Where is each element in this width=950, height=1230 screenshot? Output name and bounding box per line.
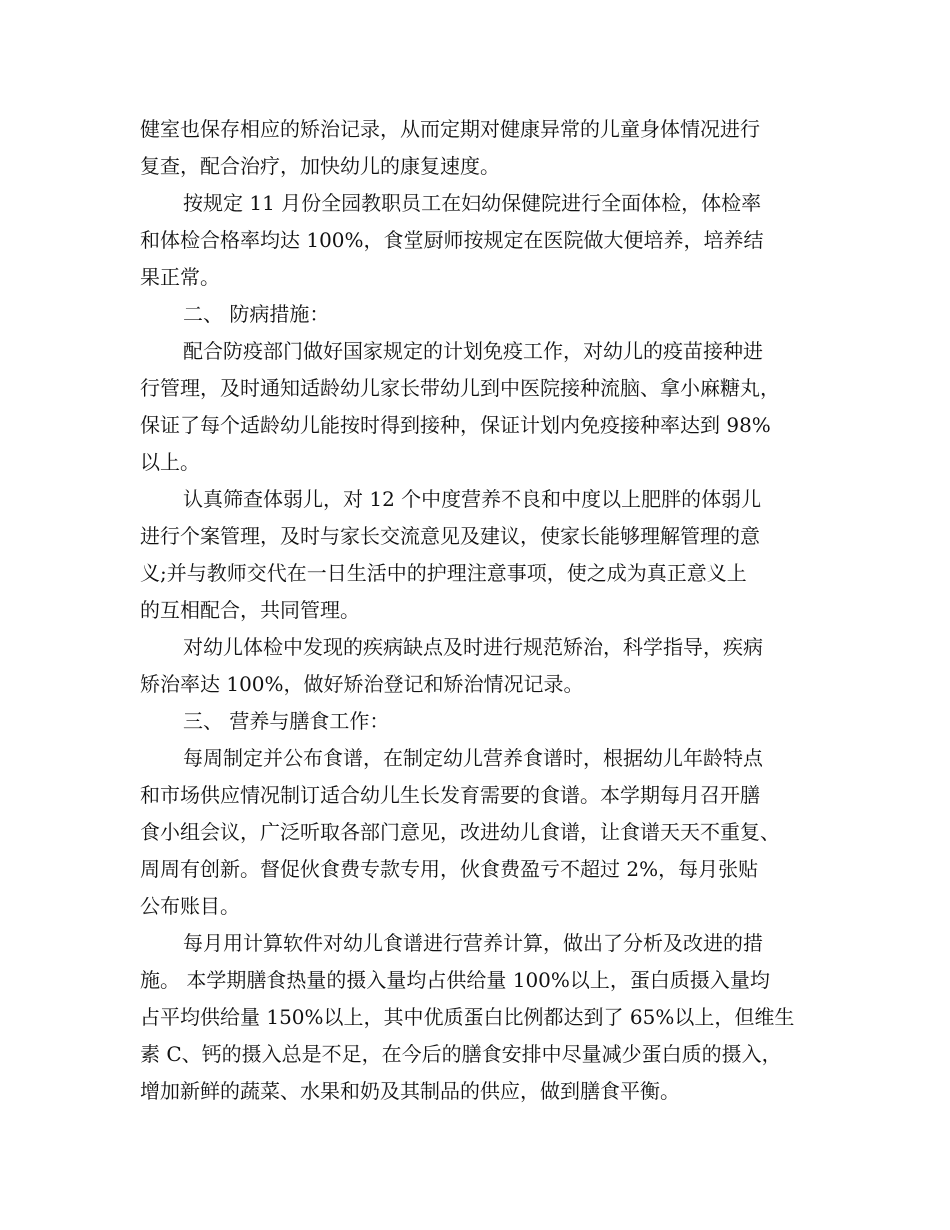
- text-line: 健室也保存相应的矫治记录，从而定期对健康异常的儿童身体情况进行: [140, 117, 760, 141]
- heading-text: 二、 防病措施：: [183, 302, 330, 326]
- section-heading-disease-prevention: [140, 296, 820, 333]
- text-line: 果正常。: [140, 265, 220, 289]
- document-body: [140, 111, 820, 1110]
- text-line: 按规定 11 月份全园教职员工在妇幼保健院进行全面体检，体检率: [183, 191, 762, 215]
- paragraph-correction: [140, 629, 820, 703]
- paragraph-continuation: [140, 111, 820, 185]
- text-line: 占平均供给量 150%以上，其中优质蛋白比例都达到了 65%以上，但维生: [140, 1005, 795, 1029]
- text-line: 食小组会议，广泛听取各部门意见，改进幼儿食谱，让食谱天天不重复、: [140, 820, 780, 844]
- paragraph-nutrition-calculation: [140, 925, 820, 1110]
- text-line: 每月用计算软件对幼儿食谱进行营养计算，做出了分析及改进的措: [183, 931, 763, 955]
- text-line: 配合防疫部门做好国家规定的计划免疫工作，对幼儿的疫苗接种进: [183, 339, 763, 363]
- paragraph-annual-checkup: [140, 185, 820, 296]
- text-line: 行管理，及时通知适龄幼儿家长带幼儿到中医院接种流脑、拿小麻糖丸，: [140, 376, 780, 400]
- text-line: 和体检合格率均达 100%，食堂厨师按规定在医院做大便培养，培养结: [140, 228, 764, 252]
- text-line: 以上。: [140, 450, 200, 474]
- text-line: 公布账目。: [140, 894, 240, 918]
- heading-text: 三、 营养与膳食工作：: [183, 709, 390, 733]
- text-line: 对幼儿体检中发现的疾病缺点及时进行规范矫治，科学指导，疾病: [183, 635, 763, 659]
- text-line: 认真筛查体弱儿，对 12 个中度营养不良和中度以上肥胖的体弱儿: [183, 487, 762, 511]
- text-line: 周周有创新。督促伙食费专款专用，伙食费盈亏不超过 2%，每月张贴: [140, 857, 759, 881]
- text-line: 施。 本学期膳食热量的摄入量均占供给量 100%以上，蛋白质摄入量均: [140, 968, 770, 992]
- text-line: 矫治率达 100%，做好矫治登记和矫治情况记录。: [140, 672, 584, 696]
- paragraph-weekly-menu: [140, 740, 820, 925]
- text-line: 保证了每个适龄幼儿能按时得到接种，保证计划内免疫接种率达到 98%: [140, 413, 771, 437]
- paragraph-weak-children: [140, 481, 820, 629]
- text-line: 的互相配合，共同管理。: [140, 598, 360, 622]
- text-line: 素 C、钙的摄入总是不足，在今后的膳食安排中尽量减少蛋白质的摄入，: [140, 1042, 782, 1066]
- section-heading-nutrition: [140, 703, 820, 740]
- text-line: 和市场供应情况制订适合幼儿生长发育需要的食谱。本学期每月召开膳: [140, 783, 760, 807]
- paragraph-immunization: [140, 333, 820, 481]
- text-line: 义;并与教师交代在一日生活中的护理注意事项，使之成为真正意义上: [140, 561, 747, 585]
- text-line: 每周制定并公布食谱，在制定幼儿营养食谱时，根据幼儿年龄特点: [183, 746, 763, 770]
- text-line: 复查，配合治疗，加快幼儿的康复速度。: [140, 154, 500, 178]
- text-line: 进行个案管理，及时与家长交流意见及建议，使家长能够理解管理的意: [140, 524, 760, 548]
- text-line: 增加新鲜的蔬菜、水果和奶及其制品的供应，做到膳食平衡。: [140, 1079, 680, 1103]
